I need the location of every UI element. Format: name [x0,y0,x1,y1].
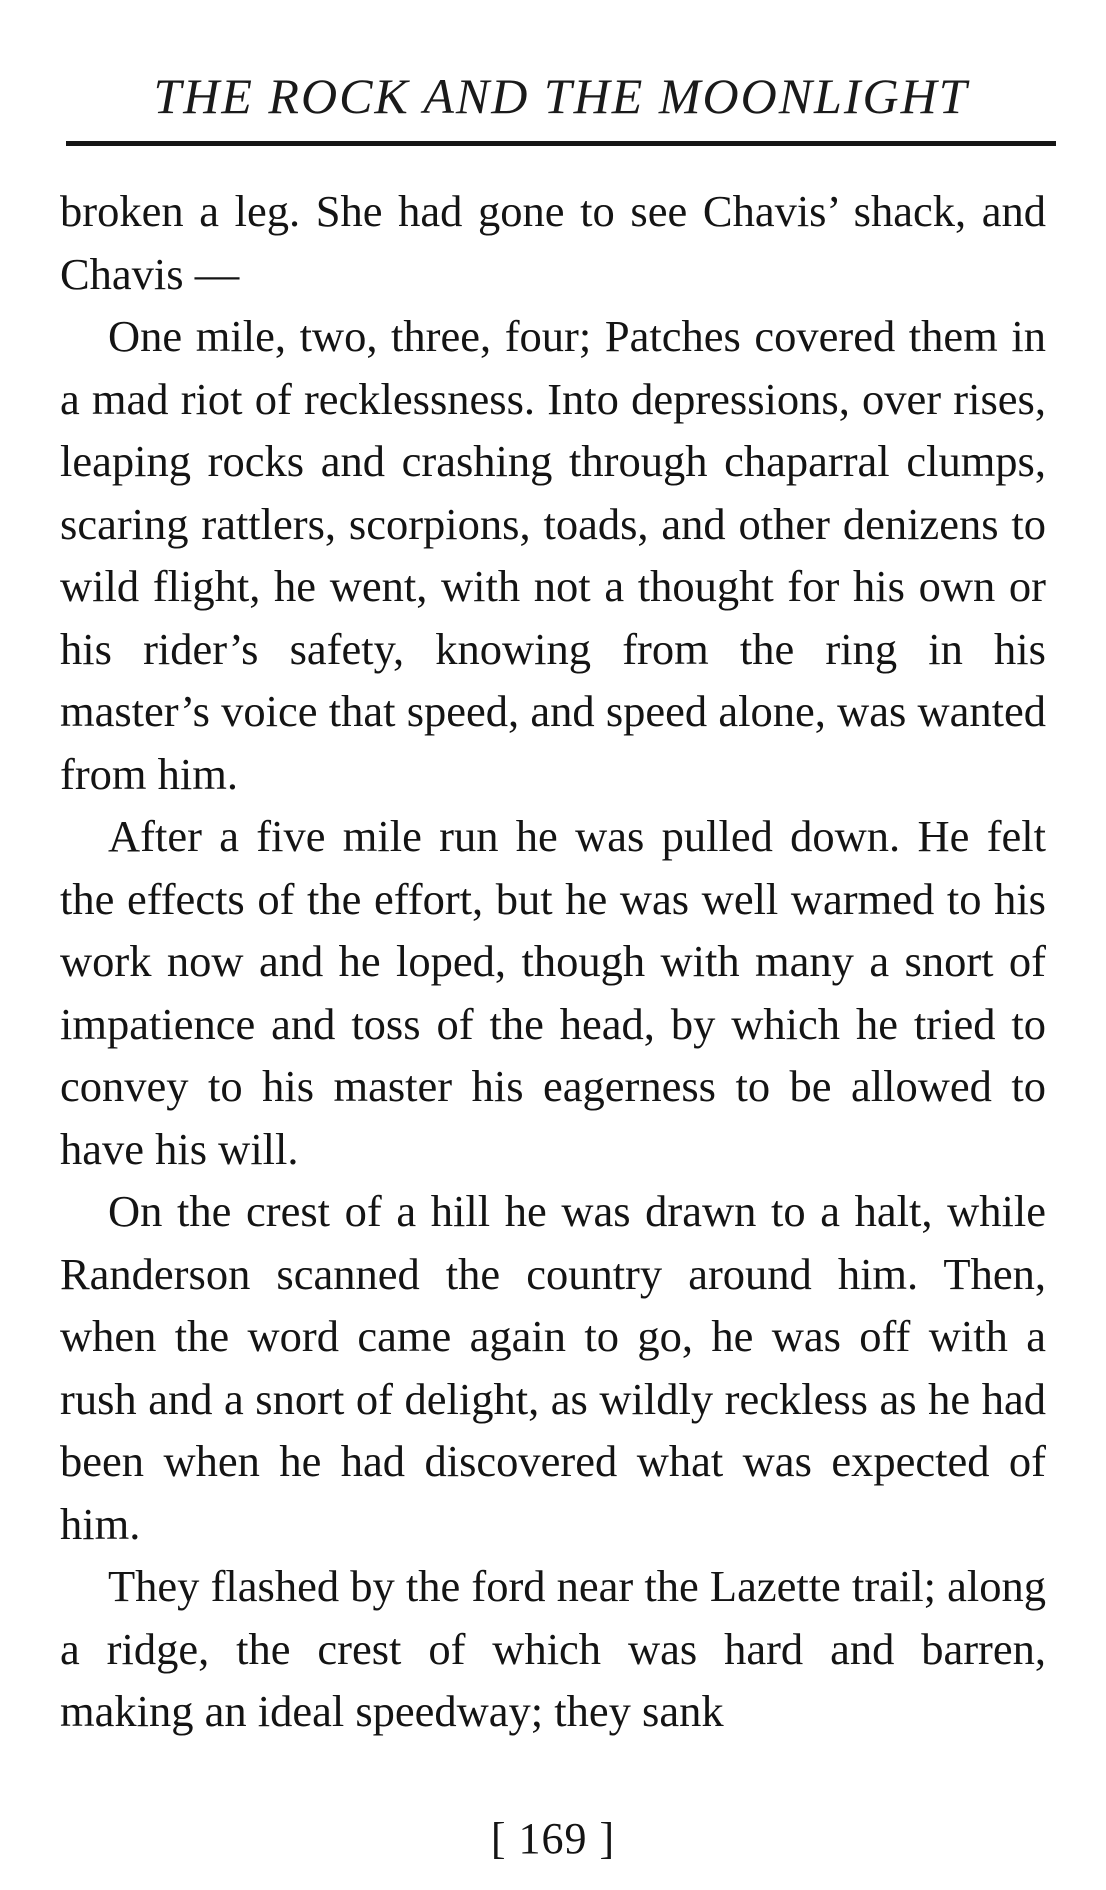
page-number: [ 169 ] [490,1814,616,1863]
running-head: THE ROCK AND THE MOONLIGHT [153,68,969,124]
header-rule [66,141,1056,146]
paragraph: On the crest of a hill he was drawn to a halt, while Randerson scanned the country around him. Then, when the word came again to go, he was off with a rush and a snort of delight, as wildly reckless as he had been when he had discovered what was expected of him. [60,1186,1046,1549]
body-text [60,180,1046,1743]
paragraph: After a five mile run he was pulled down. He felt the effects of the effort, but he was well warmed to his work now and he loped, though with many a snort of impatience and toss of the head, by which he tried to convey to his master his eagerness to be allowed to have his will. [60,811,1046,1174]
paragraph-continued: broken a leg. She had gone to see Chavis’ shack, and Chavis — [60,186,1046,299]
paragraph: One mile, two, three, four; Patches covered them in a mad riot of recklessness. Into depressions, over rises, leaping rocks and crashing through chaparral clumps, scaring rattlers, scorpions, toads, and other denizens to wild flight, he went, with not a thought for his own or his rider’s safety, knowing from the ring in his master’s voice that speed, and speed alone, was wanted from him. [60,311,1046,799]
paragraph: They flashed by the ford near the Lazette trail; along a ridge, the crest of which was hard and barren, making an ideal speedway; they sank [60,1561,1046,1736]
